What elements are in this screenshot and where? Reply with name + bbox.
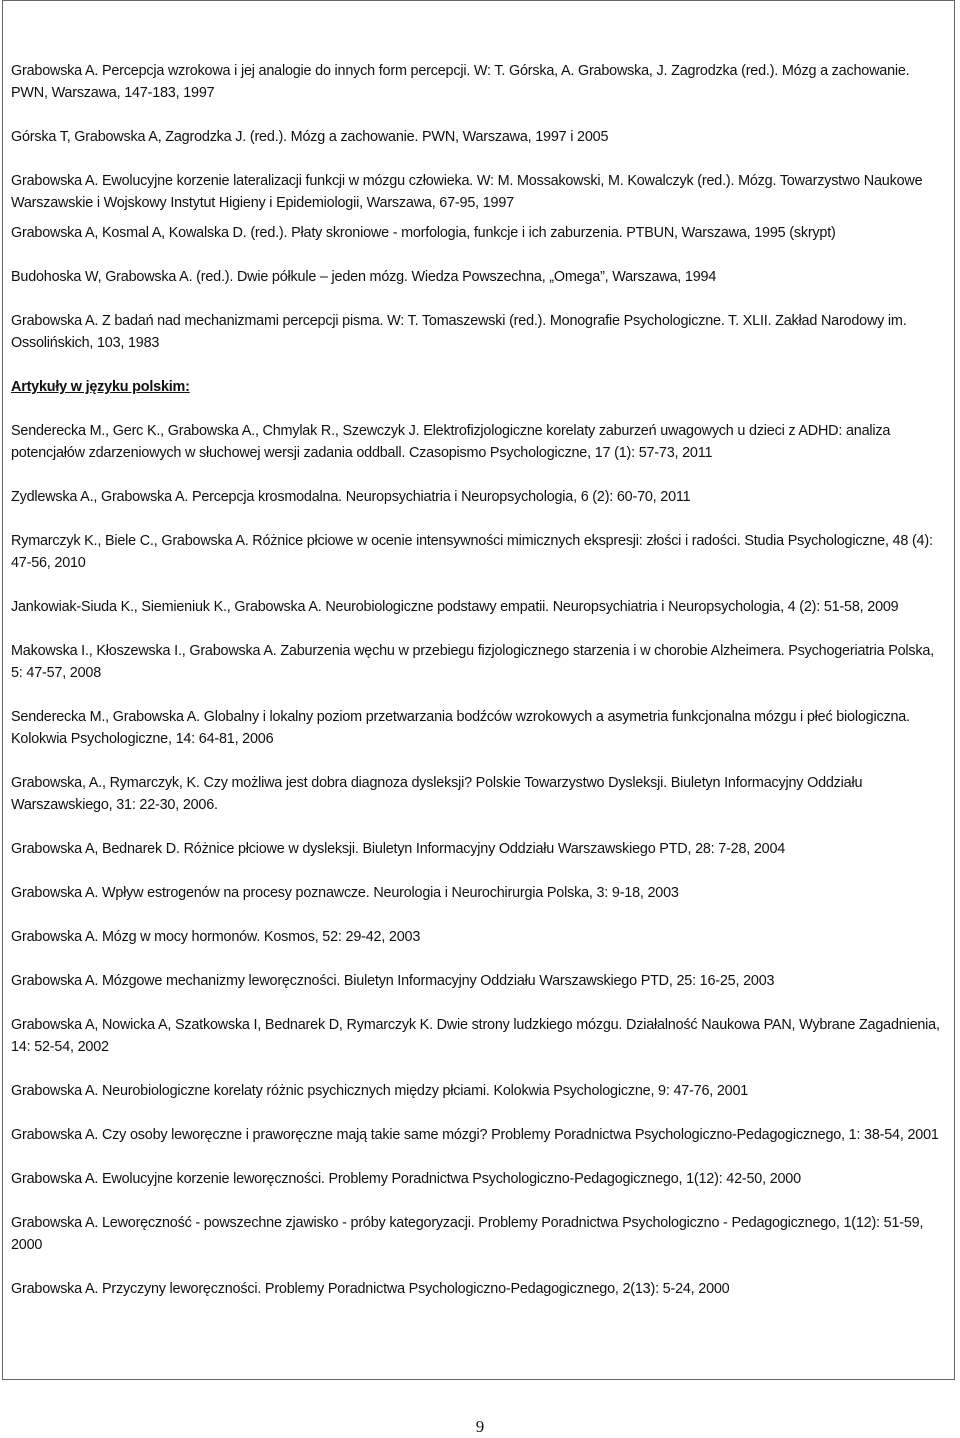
reference-entry: Zydlewska A., Grabowska A. Percepcja krosmodalna. Neuropsychiatria i Neuropsychologia, 6 (2): 60-70, 2011 xyxy=(11,489,691,505)
reference-entry: Rymarczyk K., Biele C., Grabowska A. Różnice płciowe w ocenie intensywności mimicznych ekspresji: złości i radości. Studia Psychologiczne, 48 (4): 47-56, 2010 xyxy=(11,533,933,571)
reference-entry: Grabowska A, Kosmal A, Kowalska D. (red.). Płaty skroniowe - morfologia, funkcje i ich zaburzenia. PTBUN, Warszawa, 1995 (skrypt) xyxy=(11,225,836,241)
reference-entry: Grabowska A, Bednarek D. Różnice płciowe w dysleksji. Biuletyn Informacyjny Oddziału Warszawskiego PTD, 28: 7-28, 2004 xyxy=(11,841,786,857)
section-heading: Artykuły w języku polskim: xyxy=(11,379,190,395)
reference-entry: Górska T, Grabowska A, Zagrodzka J. (red.). Mózg a zachowanie. PWN, Warszawa, 1997 i 2005 xyxy=(11,129,609,145)
reference-entry: Grabowska A. Mózg w mocy hormonów. Kosmos, 52: 29-42, 2003 xyxy=(11,929,421,945)
page-number: 9 xyxy=(475,1417,485,1436)
reference-entry: Grabowska A. Ewolucyjne korzenie leworęczności. Problemy Poradnictwa Psychologiczno-Pedagogicznego, 1(12): 42-50, 2000 xyxy=(11,1171,801,1187)
reference-entry: Grabowska A. Mózgowe mechanizmy leworęczności. Biuletyn Informacyjny Oddziału Warszawskiego PTD, 25: 16-25, 2003 xyxy=(11,973,775,989)
reference-entry: Makowska I., Kłoszewska I., Grabowska A. Zaburzenia węchu w przebiegu fizjologicznego starzenia i w chorobie Alzheimera. Psychogeriatria Polska, 5: 47-57, 2008 xyxy=(11,643,935,681)
reference-entry: Grabowska A. Czy osoby leworęczne i praworęczne mają takie same mózgi? Problemy Poradnictwa Psychologiczno-Pedagogicznego, 1: 38-54, 2001 xyxy=(11,1127,939,1143)
reference-entry: Jankowiak-Siuda K., Siemieniuk K., Grabowska A. Neurobiologiczne podstawy empatii. Neuropsychiatria i Neuropsychologia, 4 (2): 51-58, 2009 xyxy=(11,599,899,615)
bibliography-content xyxy=(11,60,941,1322)
reference-entry: Senderecka M., Gerc K., Grabowska A., Chmylak R., Szewczyk J. Elektrofizjologiczne korelaty zaburzeń uwagowych u dzieci z ADHD: analiza potencjałów zdarzeniowych w słuchowej wersji zadania oddball. Czasopismo Psychologiczne, 17 (1): 57-73, 2011 xyxy=(11,423,891,461)
reference-entry: Grabowska, A., Rymarczyk, K. Czy możliwa jest dobra diagnoza dysleksji? Polskie Towarzystwo Dysleksji. Biuletyn Informacyjny Oddziału Warszawskiego, 31: 22-30, 2006. xyxy=(11,775,863,813)
reference-entry: Grabowska A. Ewolucyjne korzenie lateralizacji funkcji w mózgu człowieka. W: M. Mossakowski, M. Kowalczyk (red.). Mózg. Towarzystwo Naukowe Warszawskie i Wojskowy Instytut Higieny i Epidemiologii, Warszawa, 67-95, 1997 xyxy=(11,173,923,211)
reference-entry: Grabowska A. Percepcja wzrokowa i jej analogie do innych form percepcji. W: T. Górska, A. Grabowska, J. Zagrodzka (red.). Mózg a zachowanie. PWN, Warszawa, 147-183, 1997 xyxy=(11,63,910,101)
reference-entry: Grabowska A. Z badań nad mechanizmami percepcji pisma. W: T. Tomaszewski (red.). Monografie Psychologiczne. T. XLII. Zakład Narodowy im. Ossolińskich, 103, 1983 xyxy=(11,313,907,351)
reference-entry: Senderecka M., Grabowska A. Globalny i lokalny poziom przetwarzania bodźców wzrokowych a asymetria funkcjonalna mózgu i płeć biologiczna. Kolokwia Psychologiczne, 14: 64-81, 2006 xyxy=(11,709,910,747)
reference-entry: Grabowska A. Przyczyny leworęczności. Problemy Poradnictwa Psychologiczno-Pedagogicznego, 2(13): 5-24, 2000 xyxy=(11,1281,730,1297)
reference-entry: Grabowska A. Leworęczność - powszechne zjawisko - próby kategoryzacji. Problemy Poradnictwa Psychologiczno - Pedagogicznego, 1(12): 51-59, 2000 xyxy=(11,1215,924,1253)
reference-entry: Grabowska A, Nowicka A, Szatkowska I, Bednarek D, Rymarczyk K. Dwie strony ludzkiego mózgu. Działalność Naukowa PAN, Wybrane Zagadnienia, 14: 52-54, 2002 xyxy=(11,1017,940,1055)
reference-entry: Budohoska W, Grabowska A. (red.). Dwie półkule – jeden mózg. Wiedza Powszechna, „Omega”, Warszawa, 1994 xyxy=(11,269,717,285)
reference-entry: Grabowska A. Neurobiologiczne korelaty różnic psychicznych między płciami. Kolokwia Psychologiczne, 9: 47-76, 2001 xyxy=(11,1083,749,1099)
reference-entry: Grabowska A. Wpływ estrogenów na procesy poznawcze. Neurologia i Neurochirurgia Polska, 3: 9-18, 2003 xyxy=(11,885,679,901)
